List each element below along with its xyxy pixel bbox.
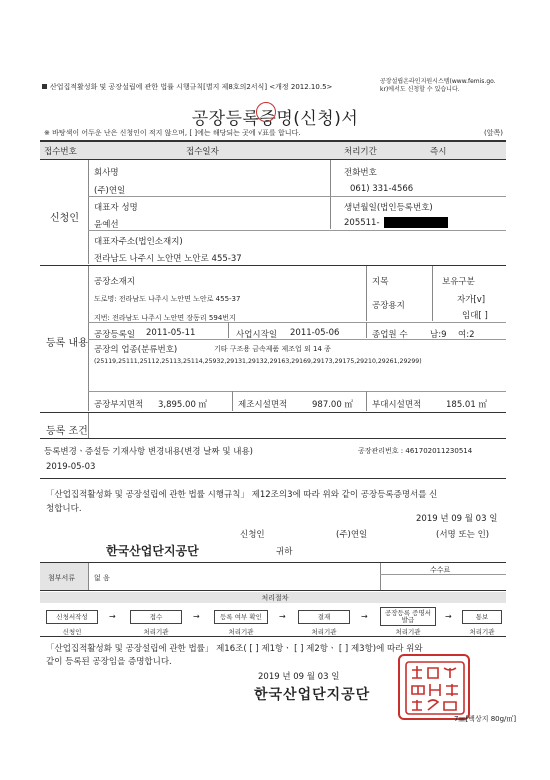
procedure-step-application: 신청서작성 — [46, 610, 98, 624]
registration-date-label: 공장등록일 — [94, 330, 136, 340]
arrow-icon: → — [445, 612, 452, 621]
procedure-actor: 처리기관 — [228, 628, 254, 636]
procedure-actor: 처리기관 — [469, 628, 495, 636]
receipt-date-label: 접수일자 — [186, 147, 219, 157]
ownership-rent: 임대[ ] — [462, 311, 488, 321]
registration-date-value: 2011-05-11 — [146, 328, 196, 338]
procedure-actor: 신청인 — [62, 628, 82, 636]
certification-line1: 「산업집적활성화 및 공장설립에 관한 법률」 제16조( [ ] 제1항ㆍ [ ] 제2항ㆍ [ ] 제3항)에 따라 위와 — [46, 644, 423, 654]
certification-line2: 같이 등록된 공장임을 증명합니다. — [46, 657, 172, 667]
attachments-value: 없 음 — [94, 574, 110, 582]
representative-name-value: 윤예선 — [94, 220, 119, 230]
phone-label: 전화번호 — [344, 168, 377, 178]
online-note: 공장설립온라인지원시스템(www.femis.go. kr)에서도 신청할 수 있습니다. — [380, 78, 496, 93]
employee-count-label: 종업원 수 — [372, 330, 408, 340]
lot-address: 지번: 전라남도 나주시 노안면 장동리 594번지 — [94, 314, 236, 322]
registration-conditions-label: 등록 조건 — [46, 426, 88, 437]
procedure-actor: 처리기관 — [311, 628, 337, 636]
application-date: 2019 년 09 월 03 일 — [416, 514, 498, 524]
redaction-bar — [384, 217, 448, 228]
issuer-name: 한국산업단지공단 — [254, 687, 371, 703]
processing-period-label: 처리기간 — [344, 147, 377, 157]
title-stamp-circle — [256, 102, 276, 122]
applicant-section-label: 신청인 — [50, 213, 79, 224]
processing-period-value: 즉시 — [430, 147, 447, 157]
employee-female: 여:2 — [458, 330, 475, 340]
change-record-label: 등록변경ㆍ증설등 기재사항 변경내용(변경 날짜 및 내용) — [44, 447, 253, 457]
procedure-actor: 처리기관 — [395, 628, 421, 636]
phone-value: 061) 331-4566 — [350, 184, 414, 194]
company-name-label: 회사명 — [94, 168, 119, 178]
representative-address-value: 전라남도 나주시 노안면 노안로 455-37 — [94, 254, 242, 264]
procedure-step-review: 등록 여부 확인 — [214, 610, 268, 624]
attachments-label: 첨부서류 — [48, 574, 76, 582]
recipient-suffix: 귀하 — [276, 547, 293, 557]
procedure-actor: 처리기관 — [143, 628, 169, 636]
employee-male: 남:9 — [430, 330, 447, 340]
application-statement-line2: 청합니다. — [46, 504, 82, 514]
road-address: 도로명: 전라남도 나주시 노안면 노안로 455-37 — [94, 295, 241, 303]
application-statement-line1: 「산업집적활성화 및 공장설립에 관한 법률 시행규칙」 제12조의3에 따라 위와 같이 공장등록증명서를 신 — [46, 490, 438, 500]
signature-note: (서명 또는 인) — [436, 530, 490, 540]
form-marker — [42, 84, 47, 89]
industry-label: 공장의 업종(분류번호) — [94, 345, 178, 355]
arrow-icon: → — [279, 612, 286, 621]
industry-value: 기타 구조용 금속제품 제조업 외 14 종 — [214, 345, 331, 353]
business-start-label: 사업시작일 — [236, 330, 278, 340]
arrow-icon: → — [109, 612, 116, 621]
official-seal — [398, 654, 470, 720]
company-name-value: (주)연일 — [94, 186, 126, 196]
change-date: 2019-05-03 — [46, 462, 96, 472]
form-reference: 산업집적활성화 및 공장설립에 관한 법률 시행규칙[별지 제8호의2서식] <개정 2012.10.5> — [50, 83, 333, 91]
land-category-label: 지목 — [372, 277, 389, 287]
registration-section-label: 등록 내용 — [46, 338, 88, 349]
site-area-label: 공장부지면적 — [94, 400, 144, 410]
birth-date-label: 생년월일(법인등록번호) — [344, 203, 433, 213]
receipt-number-label: 접수번호 — [44, 147, 77, 157]
paper-spec-note: 7㎜[백상지 80g/㎡] — [454, 715, 517, 723]
auxiliary-area-value: 185.01 ㎡ — [446, 400, 487, 410]
factory-location-label: 공장소재지 — [94, 277, 136, 287]
applicant-sign-name: (주)연일 — [336, 530, 368, 540]
ownership-label: 보유구분 — [442, 277, 475, 287]
representative-name-label: 대표자 성명 — [94, 203, 138, 213]
page-side: (앞쪽) — [484, 129, 503, 137]
recipient-name: 한국산업단지공단 — [106, 544, 199, 558]
manufacturing-area-value: 987.00 ㎡ — [312, 400, 353, 410]
business-start-value: 2011-05-06 — [290, 328, 340, 338]
land-use-value: 공장용지 — [372, 301, 405, 311]
procedure-title: 처리절차 — [261, 594, 289, 602]
fee-label: 수수료 — [430, 566, 451, 574]
birth-date-value: 205511- — [344, 218, 380, 228]
procedure-step-notice: 통보 — [462, 610, 502, 624]
procedure-step-approval: 결재 — [298, 610, 350, 624]
industry-codes: (25119,25111,25112,25113,25114,25932,29131,29132,29163,29169,29173,29175,29210,29261,29299) — [94, 358, 422, 365]
factory-management-number: 공장관리번호 : 461702011230514 — [358, 447, 473, 455]
ownership-own: 자가[v] — [457, 295, 486, 305]
site-area-value: 3,895.00 ㎡ — [158, 400, 208, 410]
instruction-text: ※ 바탕색이 어두운 난은 신청인이 적지 않으며, [ ]에는 해당되는 곳에 √표를 합니다. — [44, 129, 301, 137]
certification-date: 2019 년 09 월 03 일 — [258, 672, 340, 682]
page-title: 공장등록증명(신청)서 — [191, 109, 359, 129]
manufacturing-area-label: 제조시설면적 — [238, 400, 288, 410]
procedure-step-receipt: 접수 — [130, 610, 182, 624]
arrow-icon: → — [193, 612, 200, 621]
arrow-icon: → — [361, 612, 368, 621]
auxiliary-area-label: 부대시설면적 — [372, 400, 422, 410]
representative-address-label: 대표자주소(법인소재지) — [94, 237, 183, 247]
procedure-step-issuance: 공장등록 증명서 발급 — [380, 607, 436, 626]
applicant-sign-label: 신청인 — [240, 530, 265, 540]
